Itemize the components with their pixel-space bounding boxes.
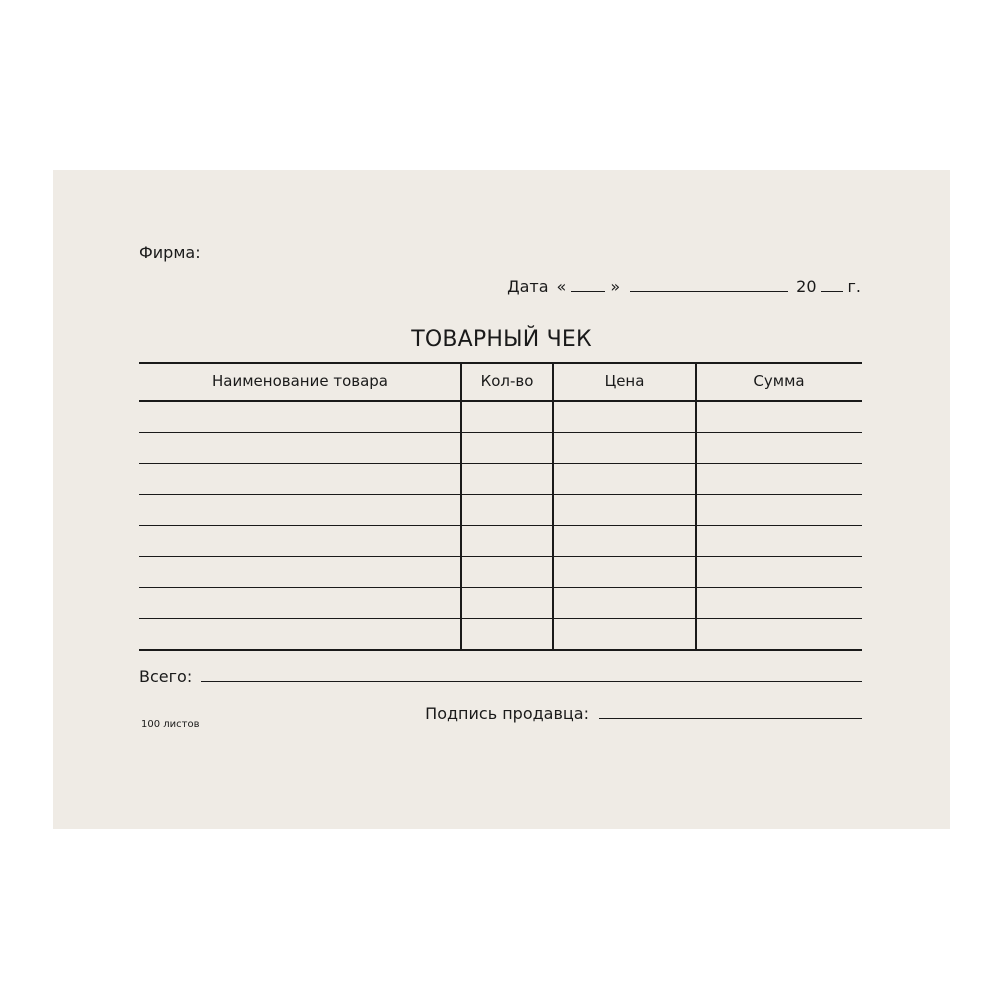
total-line [139,667,862,686]
date-quote-close: » [610,277,621,296]
form-title: ТОВАРНЫЙ ЧЕК [411,327,592,352]
column-divider [552,401,554,650]
date-label: Дата [507,277,549,296]
table-row-line [139,463,862,464]
column-header-sum: Сумма [753,372,805,390]
date-year-suffix: г. [847,277,861,296]
column-header-name: Наименование товара [212,372,388,390]
table-row-line [139,587,862,588]
table-top-rule [139,362,862,364]
table-row-line [139,618,862,619]
table-bottom-rule [139,649,862,651]
table-row-line [139,525,862,526]
column-divider [460,401,462,650]
table-row-line [139,432,862,433]
column-divider [552,362,554,401]
column-divider [460,362,462,401]
signature-line [425,704,862,723]
sheets-count-note: 100 листов [141,719,200,730]
column-divider [695,362,697,401]
table-row-line [139,494,862,495]
signature-blank [599,704,862,719]
date-day-blank [571,277,605,292]
receipt-form [53,170,950,829]
column-header-qty: Кол-во [480,372,534,390]
table-row-line [139,556,862,557]
total-label: Всего: [139,667,193,686]
firm-label: Фирма: [139,243,201,262]
date-line [507,277,861,296]
total-blank [201,667,862,682]
column-header-price: Цена [604,372,645,390]
goods-table [139,362,862,651]
column-divider [695,401,697,650]
date-century: 20 [796,277,817,296]
signature-label: Подпись продавца: [425,704,589,723]
date-year-blank [821,277,843,292]
table-header-rule [139,400,862,402]
date-quote-open: « [556,277,567,296]
date-month-blank [630,277,788,292]
